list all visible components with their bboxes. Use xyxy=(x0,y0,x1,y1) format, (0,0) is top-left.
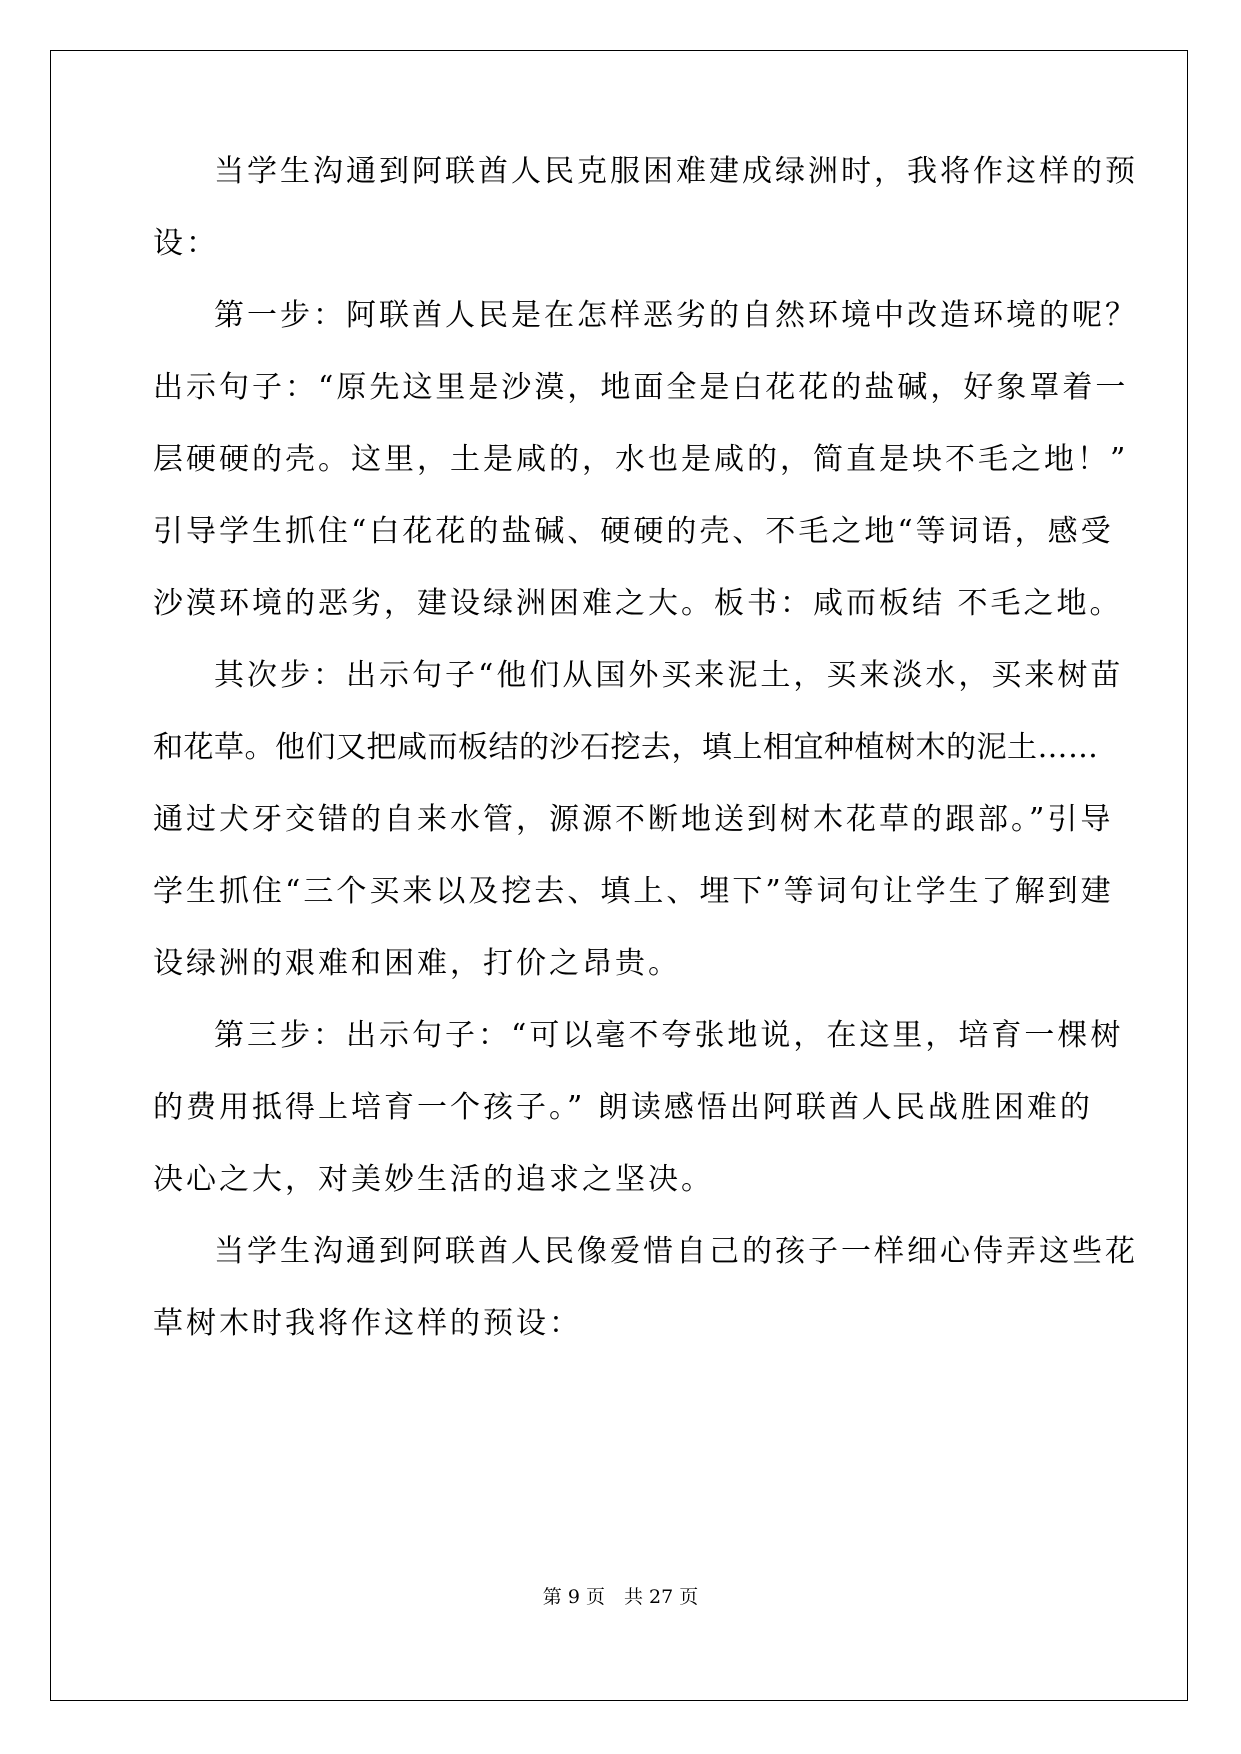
page-number-footer: 第 9 页 共 27 页 xyxy=(542,1586,699,1608)
paragraph-2-line-2: 出示句子：“原先这里是沙漠，地面全是白花花的盐碱，好象罩着一 xyxy=(153,370,1129,405)
paragraph-2-line-1: 第一步：阿联酋人民是在怎样恶劣的自然环境中改造环境的呢？ xyxy=(214,298,1138,333)
paragraph-2-line-5: 沙漠环境的恶劣，建设绿洲困难之大。板书：咸而板结 不毛之地。 xyxy=(153,586,1123,621)
paragraph-2-line-3: 层硬硬的壳。这里，土是咸的，水也是咸的，简直是块不毛之地！” xyxy=(153,442,1129,477)
paragraph-3-line-3: 通过犬牙交错的自来水管，源源不断地送到树木花草的跟部。”引导 xyxy=(153,802,1114,837)
paragraph-4-line-1: 第三步：出示句子：“可以毫不夸张地说，在这里，培育一棵树 xyxy=(214,1018,1124,1053)
paragraph-3-line-4: 学生抓住“三个买来以及挖去、填上、埋下”等词句让学生了解到建 xyxy=(153,874,1114,909)
paragraph-3-line-5: 设绿洲的艰难和困难，打价之昂贵。 xyxy=(153,946,681,981)
paragraph-4-line-3: 决心之大，对美妙生活的追求之坚决。 xyxy=(153,1162,714,1197)
paragraph-3-line-2: 和花草。他们又把咸而板结的沙石挖去，填上相宜种植树木的泥土…… xyxy=(153,730,1099,765)
paragraph-1-line-1: 当学生沟通到阿联酋人民克服困难建成绿洲时，我将作这样的预 xyxy=(214,154,1138,189)
paragraph-5-line-2: 草树木时我将作这样的预设： xyxy=(153,1306,582,1341)
paragraph-1-line-2: 设： xyxy=(153,226,219,261)
paragraph-2-line-4: 引导学生抓住“白花花的盐碱、硬硬的壳、不毛之地“等词语，感受 xyxy=(153,514,1114,549)
paragraph-3-line-1: 其次步：出示句子“他们从国外买来泥土，买来淡水，买来树苗 xyxy=(214,658,1124,693)
paragraph-5-line-1: 当学生沟通到阿联酋人民像爱惜自己的孩子一样细心侍弄这些花 xyxy=(214,1234,1138,1269)
paragraph-4-line-2: 的费用抵得上培育一个孩子。” 朗读感悟出阿联酋人民战胜困难的 xyxy=(153,1090,1093,1125)
